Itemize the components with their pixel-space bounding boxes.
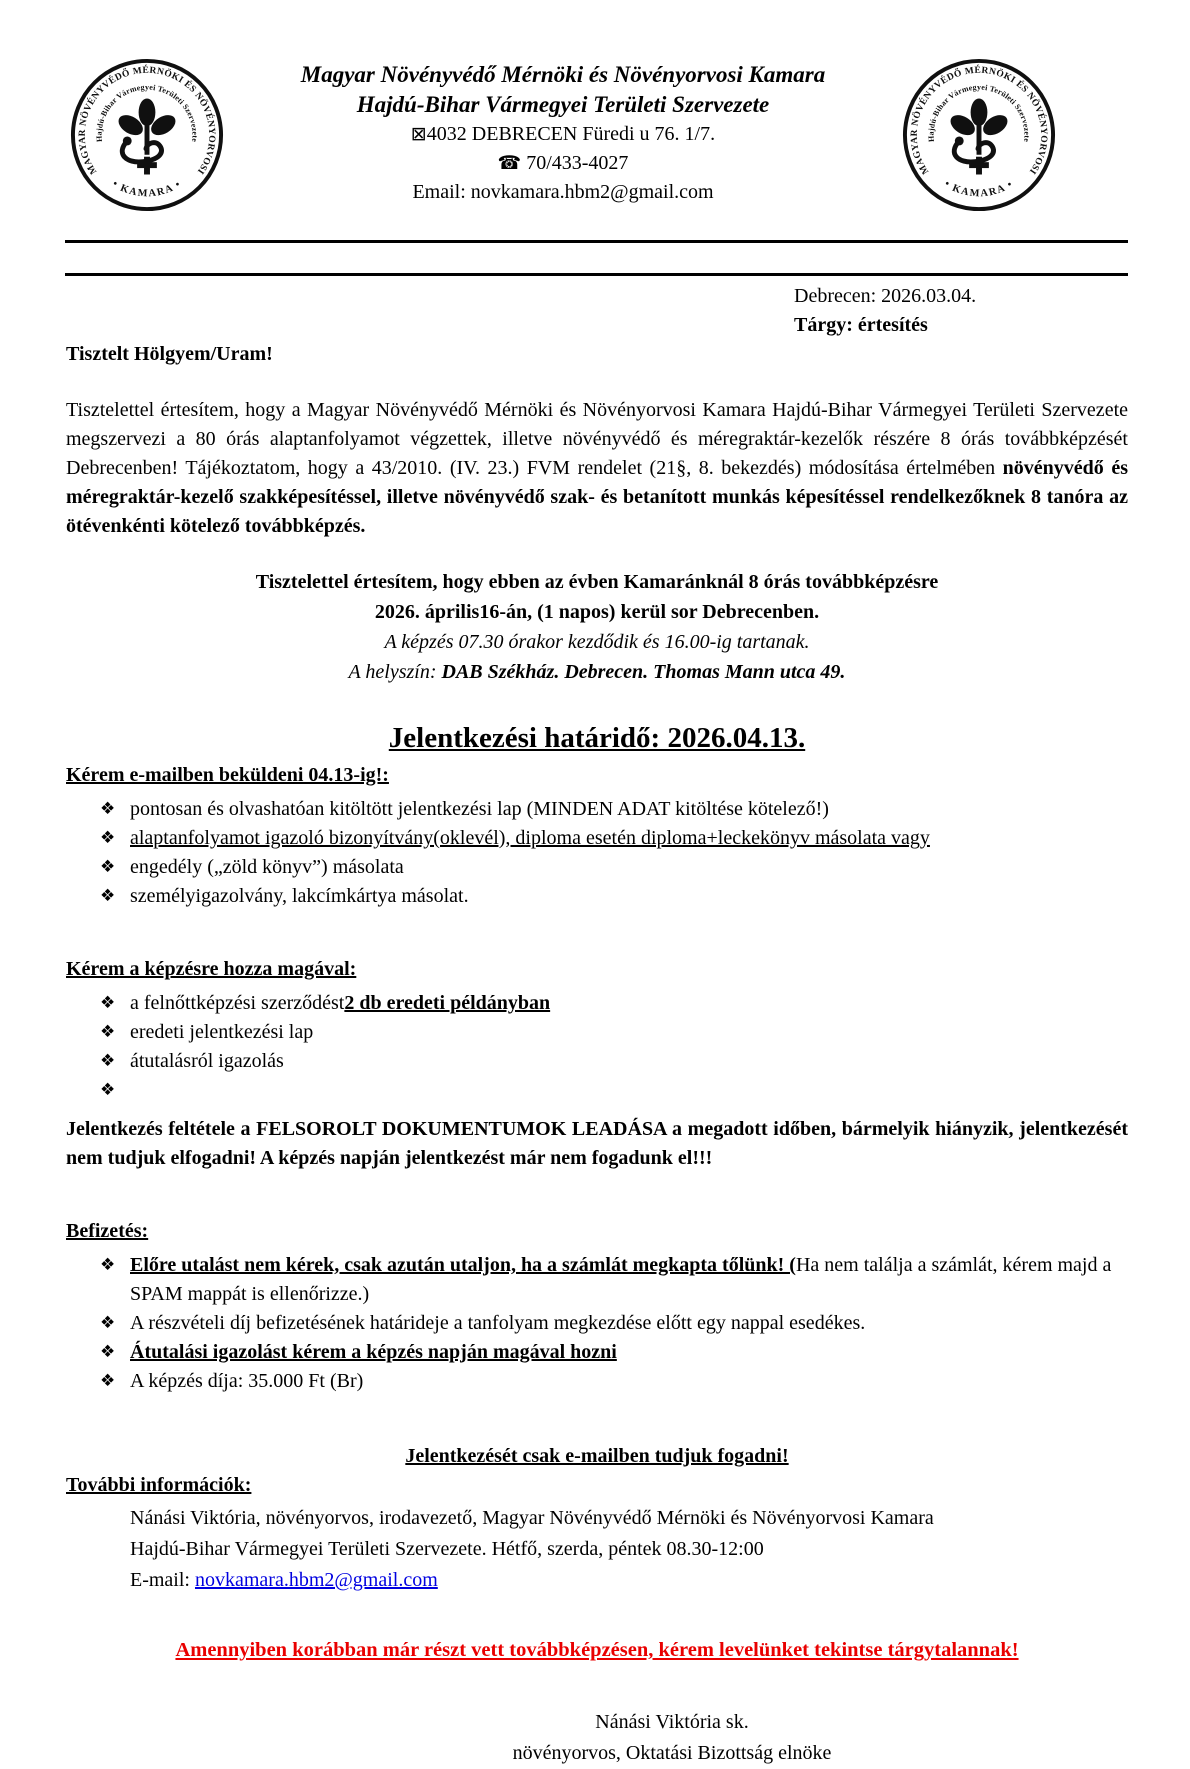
- email-checklist: [66, 795, 1128, 911]
- letter-meta: [66, 282, 1128, 340]
- announcement-line3: A képzés 07.30 órakor kezdődik és 16.00-ig tartanak.: [384, 631, 810, 653]
- checklist-item-text: engedély („zöld könyv”) másolata: [130, 856, 404, 878]
- payment-item: [66, 1338, 1128, 1367]
- org-name-line1: Magyar Növényvédő Mérnöki és Növényorvosi Kamara: [300, 62, 826, 87]
- intro-normal-text: Tisztelettel értesítem, hogy a Magyar Növényvédő Mérnöki és Növényorvosi Kamara Hajdú-Bihar Vármegyei Területi Szervezete megszervezi a 80 órás alaptanfolyamot végzettek, illetve növényvédő és méregraktár-kezelők részére 8 órás továbbképzését Debrecenben! Tájékoztatom, hogy a 43/2010. (IV. 23.) FVM rendelet (21§, 8. bekezdés) módosítása értelmében: [66, 399, 1128, 479]
- subject-line: Tárgy: értesítés: [794, 314, 928, 336]
- checklist-item: [66, 989, 1128, 1018]
- diamond-bullet-icon: ❖: [100, 1255, 116, 1275]
- chamber-seal-logo-left: [68, 56, 226, 214]
- diamond-bullet-icon: ❖: [100, 993, 116, 1013]
- diamond-bullet-icon: ❖: [100, 857, 116, 877]
- org-phone-line: [226, 149, 900, 178]
- email-checklist-heading: Kérem e-mailben beküldeni 04.13-ig!:: [66, 764, 389, 786]
- seal-inner-text: Hajdú-Bihar Vármegyei Területi Szervezete: [94, 82, 200, 143]
- payment-item-text: A részvételi díj befizetésének határideje a tanfolyam megkezdése előtt egy nappal esedékes.: [130, 1312, 866, 1334]
- contact-line2: Hajdú-Bihar Vármegyei Területi Szervezete. Hétfő, szerda, péntek 08.30-12:00: [130, 1538, 764, 1560]
- seal-inner-text: Hajdú-Bihar Vármegyei Területi Szervezete: [926, 82, 1032, 143]
- checklist-item: [66, 824, 1128, 853]
- seal-outer-text: MAGYAR NÖVÉNYVÉDŐ MÉRNÖKI ÉS NÖVÉNYORVOSI: [77, 65, 217, 176]
- email-only-notice: Jelentkezését csak e-mailben tudjuk fogadni!: [405, 1445, 789, 1467]
- checklist-item: [66, 1018, 1128, 1047]
- envelope-icon: ⊠: [410, 123, 427, 145]
- seal-bottom-text: • KAMARA •: [942, 178, 1016, 200]
- announcement-line4: [66, 657, 1128, 687]
- training-announcement: [66, 567, 1128, 687]
- payment-item1-bold: Előre utalást nem kérek, csak azután utaljon, ha a számlát megkapta tőlünk! (: [130, 1254, 796, 1276]
- payment-item: [66, 1309, 1128, 1338]
- org-address-line: [226, 120, 900, 149]
- diamond-bullet-icon: ❖: [100, 886, 116, 906]
- seal-bottom-text: • KAMARA •: [110, 178, 184, 200]
- payment-list: [66, 1251, 1128, 1396]
- letterhead-text-block: [226, 56, 900, 207]
- chamber-seal-logo-right: [900, 56, 1058, 214]
- payment-heading: Befizetés:: [66, 1220, 149, 1242]
- diamond-bullet-icon: ❖: [100, 1022, 116, 1042]
- org-address: 4032 DEBRECEN Füredi u 76. 1/7.: [426, 123, 716, 145]
- trefoil-snake-emblem-icon: [947, 98, 1011, 174]
- venue-bold: DAB Székház. Debrecen. Thomas Mann utca 49.: [441, 661, 846, 683]
- checklist-item: [66, 882, 1128, 911]
- intro-bold-text: növényvédő és méregraktár-kezelő szakképesítéssel, illetve növényvédő szak- és betanított munkás képesítéssel rendelkezőknek 8 tanóra az ötévenkénti kötelező továbbképzés.: [66, 457, 1128, 537]
- checklist-item-text: átutalásról igazolás: [130, 1050, 284, 1072]
- diamond-bullet-icon: ❖: [100, 828, 116, 848]
- payment-item-text: [130, 1251, 1128, 1309]
- org-email-line: Email: novkamara.hbm2@gmail.com: [412, 181, 714, 203]
- venue-prefix: A helyszín:: [348, 661, 442, 683]
- bring-item1-bold: 2 db eredeti példányban: [344, 992, 551, 1014]
- checklist-item-text: személyigazolvány, lakcímkártya másolat.: [130, 885, 469, 907]
- announcement-line1: Tisztelettel értesítem, hogy ebben az évben Kamaránknál 8 órás továbbképzésre: [255, 571, 939, 593]
- checklist-item: [66, 795, 1128, 824]
- seal-outer-text: MAGYAR NÖVÉNYVÉDŐ MÉRNÖKI ÉS NÖVÉNYORVOSI: [909, 65, 1049, 176]
- horizontal-divider-bottom: [65, 273, 1128, 276]
- letterhead: [0, 0, 1190, 214]
- signature-block: [66, 1707, 1128, 1769]
- org-name-line2: Hajdú-Bihar Vármegyei Területi Szervezete: [356, 92, 770, 117]
- checklist-item-text: pontosan és olvashatóan kitöltött jelentkezési lap (MINDEN ADAT kitöltése kötelező!): [130, 798, 829, 820]
- salutation: Tisztelt Hölgyem/Uram!: [66, 343, 273, 365]
- payment-item: [66, 1367, 1128, 1396]
- checklist-item-empty: [66, 1076, 1128, 1105]
- checklist-item: [66, 1047, 1128, 1076]
- horizontal-divider-top: [65, 240, 1128, 243]
- more-info-heading: További információk:: [66, 1474, 252, 1496]
- diamond-bullet-icon: ❖: [100, 1371, 116, 1391]
- letter-body: [0, 282, 1190, 1769]
- bring-checklist: [66, 989, 1128, 1105]
- payment-item: [66, 1251, 1128, 1309]
- org-phone: 70/433-4027: [526, 152, 629, 174]
- checklist-item-text: alaptanfolyamot igazoló bizonyítvány(oklevél), diploma esetén diploma+leckekönyv másolata vagy: [130, 827, 930, 849]
- diamond-bullet-icon: ❖: [100, 1080, 116, 1100]
- bring-checklist-heading: Kérem a képzésre hozza magával:: [66, 958, 357, 980]
- payment-item-text: A képzés díja: 35.000 Ft (Br): [130, 1370, 364, 1392]
- condition-paragraph: Jelentkezés feltétele a FELSOROLT DOKUMENTUMOK LEADÁSA a megadott időben, bármelyik hiányzik, jelentkezését nem tudjuk elfogadni! A képzés napján jelentkezést már nem fogadunk el!!!: [66, 1118, 1128, 1169]
- letter-date: Debrecen: 2026.03.04.: [794, 285, 977, 307]
- announcement-line2: 2026. április16-án, (1 napos) kerül sor Debrecenben.: [374, 601, 820, 623]
- diamond-bullet-icon: ❖: [100, 1051, 116, 1071]
- payment-item-text: Átutalási igazolást kérem a képzés napján magával hozni: [130, 1341, 617, 1363]
- payment-item1-normal: Ha nem találja a számlát, kérem majd a SPAM mappát is ellenőrizze.): [130, 1254, 1112, 1305]
- email-label: E-mail:: [130, 1569, 195, 1591]
- bring-item1-normal: a felnőttképzési szerződést: [130, 992, 345, 1014]
- trefoil-snake-emblem-icon: [115, 98, 179, 174]
- diamond-bullet-icon: ❖: [100, 1342, 116, 1362]
- diamond-bullet-icon: ❖: [100, 1313, 116, 1333]
- intro-paragraph: [66, 396, 1128, 541]
- signature-title: növényorvos, Oktatási Bizottság elnöke: [512, 1742, 832, 1764]
- checklist-item-text: eredeti jelentkezési lap: [130, 1021, 314, 1043]
- phone-icon: ☎: [497, 152, 522, 174]
- signature-name: Nánási Viktória sk.: [595, 1711, 749, 1733]
- deadline-heading: Jelentkezési határidő: 2026.04.13.: [388, 722, 806, 754]
- contact-line1: Nánási Viktória, növényorvos, irodavezető, Magyar Növényvédő Mérnöki és Növényorvosi Kamara: [130, 1507, 934, 1529]
- contact-email-link[interactable]: novkamara.hbm2@gmail.com: [194, 1569, 438, 1591]
- warning-banner: Amennyiben korábban már részt vett továbbképzésen, kérem levelünket tekintse tárgytalannak!: [175, 1639, 1019, 1661]
- checklist-item-text: [130, 989, 1128, 1018]
- checklist-item: [66, 853, 1128, 882]
- diamond-bullet-icon: ❖: [100, 799, 116, 819]
- contact-info: [66, 1503, 1128, 1596]
- contact-email-line: [130, 1565, 1128, 1596]
- svg-text:• KAMARA •: [942, 179, 1015, 200]
- svg-text:• KAMARA •: [110, 179, 183, 200]
